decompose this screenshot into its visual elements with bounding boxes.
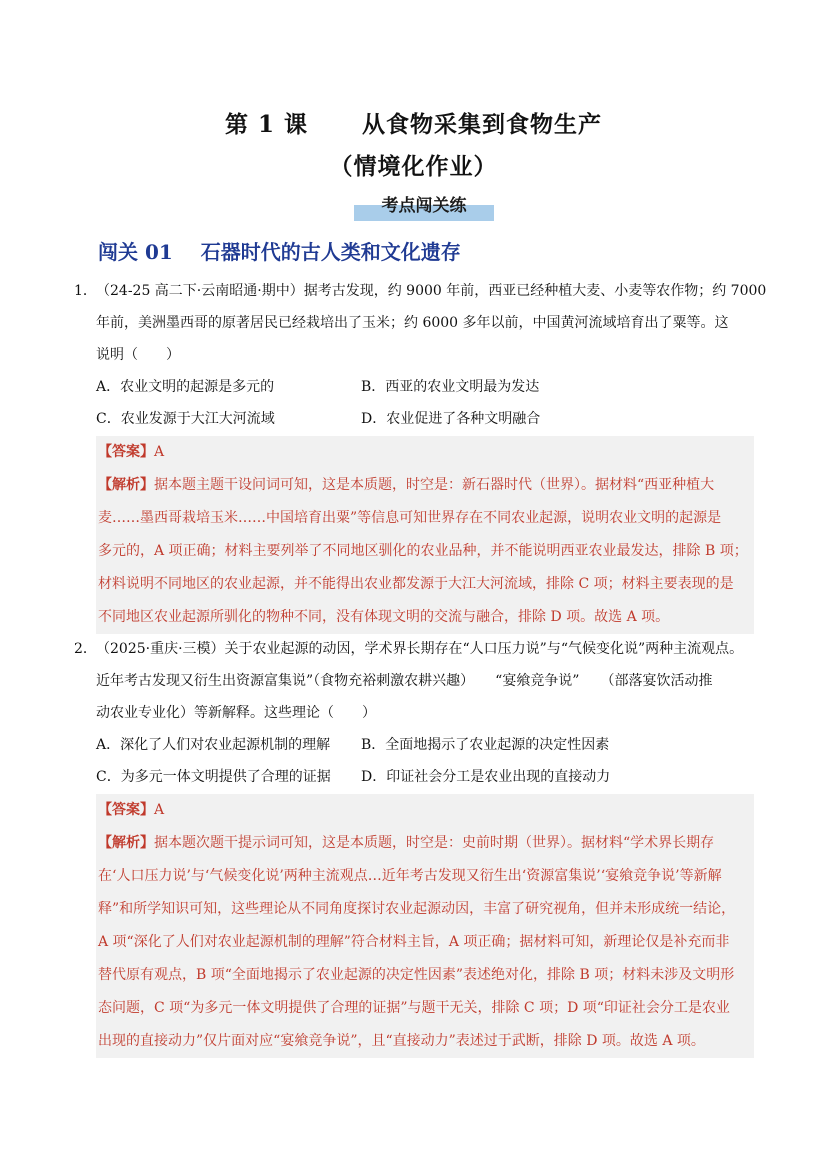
answer-line <box>96 794 754 827</box>
option-b[interactable]: B．西亚的农业文明最为发达 <box>361 379 540 395</box>
question-stem <box>96 275 767 371</box>
stem-line: 动农业专业化）等新解释。这些理论（ ） <box>96 705 376 721</box>
option-c[interactable]: C．为多元一体文明提供了合理的证据 <box>96 769 331 785</box>
option-d[interactable]: D．印证社会分工是农业出现的直接动力 <box>361 769 611 785</box>
section-name: 石器时代的古人类和文化遗存 <box>200 240 461 264</box>
analysis-line: 释”和所学知识可知，这些理论从不同角度探讨农业起源动因，丰富了研究视角，但并未形成统一结论， <box>98 901 736 917</box>
stem-line: 说明（ ） <box>96 347 180 363</box>
analysis-line: 在‘人口压力说’与‘气候变化说’两种主流观点…近年考古发现又衍生出‘资源富集说’‘宴飨竞争说’等新解 <box>98 868 722 884</box>
section-heading <box>98 236 461 265</box>
answer-box-2 <box>96 794 754 1058</box>
stem-line: 年前，美洲墨西哥的原著居民已经栽培出了玉米；约 6000 多年以前，中国黄河流域培育出了粟等。这 <box>96 315 729 331</box>
answer-box-1 <box>96 436 754 634</box>
analysis-line: 多元的，A 项正确；材料主要列举了不同地区驯化的农业品种，并不能说明西亚农业最发达，排除 B 项； <box>98 543 748 559</box>
lesson-title: 第 1 课 从食物采集到食物生产 <box>224 111 603 138</box>
analysis-line: A 项“深化了人们对农业起源机制的理解”符合材料主旨，A 项正确；据材料可知，新理论仅是补充而非 <box>98 934 730 950</box>
analysis-line <box>96 469 754 502</box>
stem-line: （24-25 高二下·云南昭通·期中）据考古发现，约 9000 年前，西亚已经种植大麦、小麦等农作物；约 7000 <box>96 283 767 299</box>
answer-value: A <box>154 444 165 460</box>
option-c[interactable]: C．农业发源于大江大河流域 <box>96 411 275 427</box>
analysis-line: 不同地区农业起源所驯化的物种不同，没有体现文明的交流与融合，排除 D 项。故选 A 项。 <box>98 609 670 625</box>
stem-line: （2025·重庆·三模）关于农业起源的动因，学术界长期存在“人口压力说”与“气候变化说”两种主流观点。 <box>96 641 744 657</box>
section-badge <box>354 191 494 221</box>
analysis-text: 据本题主题干设问词可知，这是本质题，时空是：新石器时代（世界）。据材料“西亚种植大 <box>154 477 715 493</box>
question-2 <box>74 633 764 793</box>
option-b[interactable]: B．全面地揭示了农业起源的决定性因素 <box>361 737 610 753</box>
answer-line <box>96 436 754 469</box>
analysis-tag: 【解析】 <box>98 835 154 851</box>
analysis-line: 材料说明不同地区的农业起源，并不能得出农业都发源于大江大河流域，排除 C 项；材料主要表现的是 <box>98 576 734 592</box>
question-number: 1． <box>74 283 97 299</box>
option-d[interactable]: D．农业促进了各种文明融合 <box>361 411 541 427</box>
question-1 <box>74 275 767 435</box>
options <box>96 371 764 435</box>
options <box>96 729 764 793</box>
question-number: 2． <box>74 641 97 657</box>
option-a[interactable]: A．深化了人们对农业起源机制的理解 <box>96 737 331 753</box>
analysis-line: 出现的直接动力”仅片面对应“宴飨竞争说”，且“直接动力”表述过于武断，排除 D 项。故选 A 项。 <box>98 1033 705 1049</box>
analysis-line <box>96 827 754 860</box>
answer-tag: 【答案】 <box>98 802 154 818</box>
analysis-text: 据本题次题干提示词可知，这是本质题，时空是：史前时期（世界）。据材料“学术界长期存 <box>154 835 715 851</box>
question-stem <box>96 633 764 729</box>
analysis-line: 替代原有观点，B 项“全面地揭示了农业起源的决定性因素”表述绝对化，排除 B 项；材料未涉及文明形 <box>98 967 735 983</box>
answer-value: A <box>154 802 165 818</box>
section-label: 闯关 01 <box>98 240 173 264</box>
analysis-line: 麦……墨西哥栽培玉米……中国培育出粟”等信息可知世界存在不同农业起源，说明农业文明的起源是 <box>98 510 722 526</box>
analysis-tag: 【解析】 <box>98 477 154 493</box>
lesson-subtitle: （情境化作业） <box>329 153 498 180</box>
option-a[interactable]: A．农业文明的起源是多元的 <box>96 379 275 395</box>
analysis-line: 态问题，C 项“为多元一体文明提供了合理的证据”与题干无关，排除 C 项；D 项“印证社会分工是农业 <box>98 1000 730 1016</box>
answer-tag: 【答案】 <box>98 444 154 460</box>
badge-label: 考点闯关练 <box>381 196 467 216</box>
stem-line: 近年考古发现又衍生出资源富集说”（食物充裕刺激农耕兴趣） “宴飨竞争说” （部落宴饮活动推 <box>96 673 713 689</box>
